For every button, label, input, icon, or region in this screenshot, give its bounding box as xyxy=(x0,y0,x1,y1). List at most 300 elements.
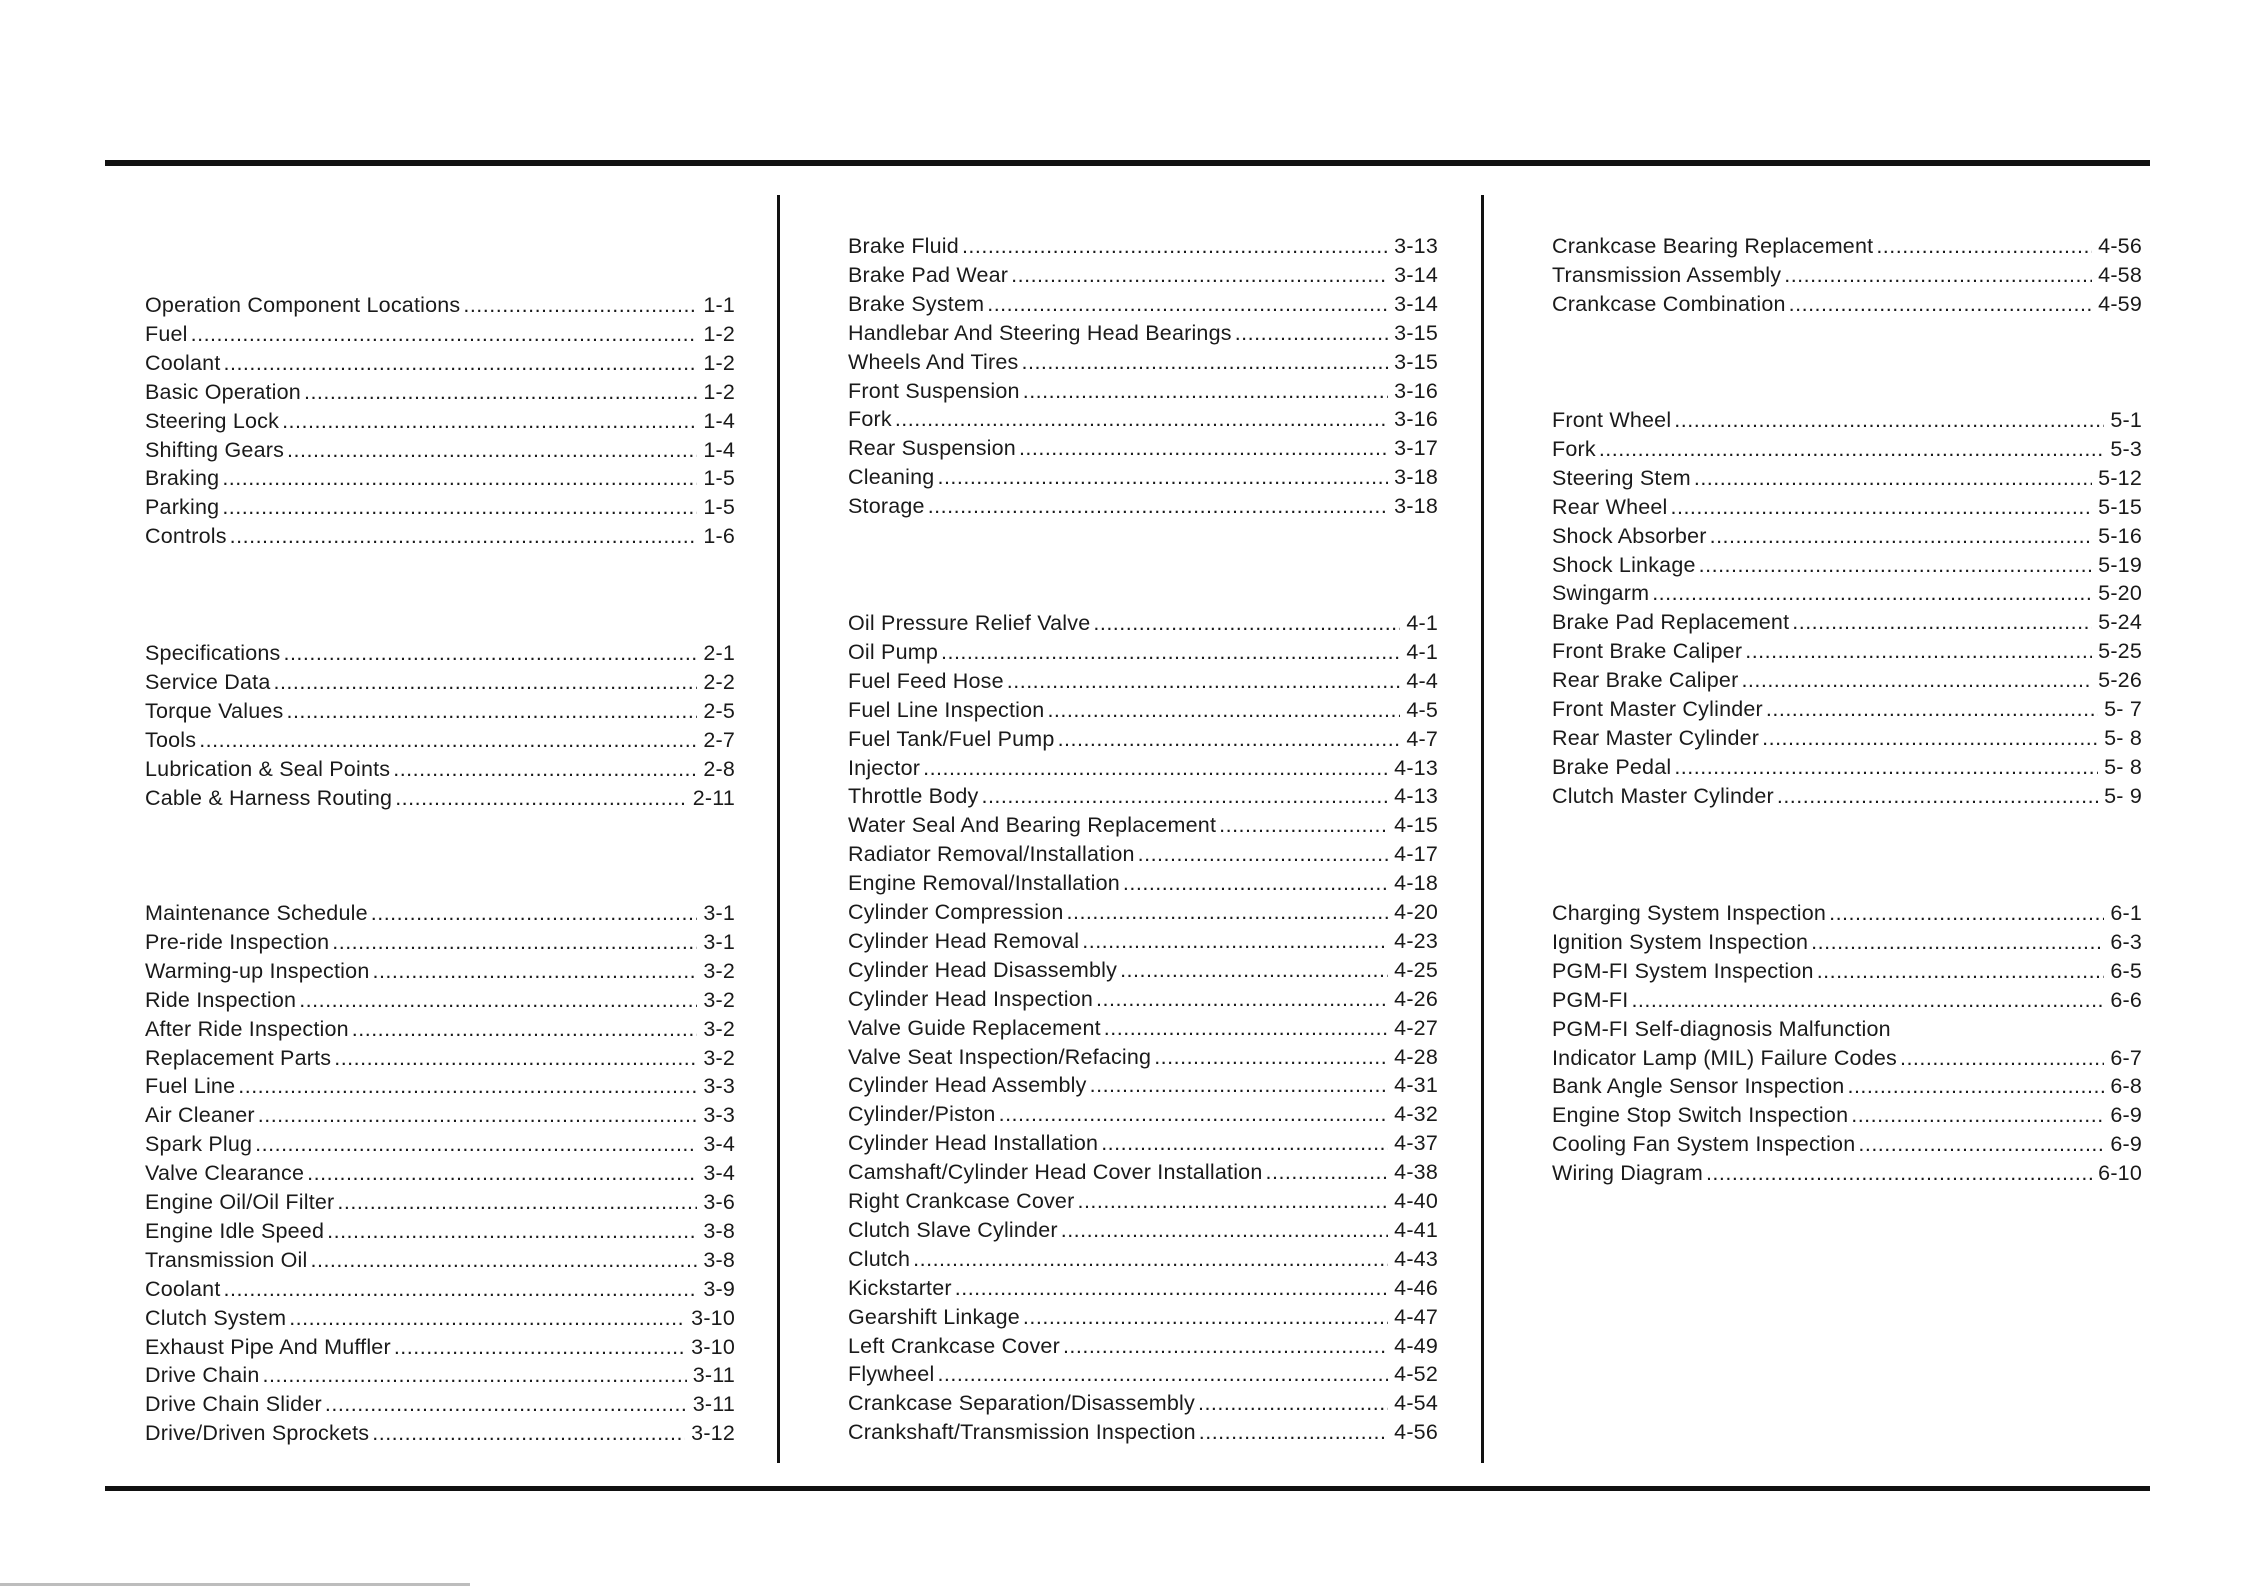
toc-entry-title: Cylinder Head Inspection xyxy=(848,986,1094,1011)
toc-entry[interactable] xyxy=(1552,695,2142,724)
toc-entry[interactable] xyxy=(145,464,735,493)
toc-entry[interactable] xyxy=(145,1390,735,1419)
dot-leader xyxy=(937,463,1388,492)
dot-leader xyxy=(1706,1159,2092,1188)
toc-entry[interactable] xyxy=(145,1188,735,1217)
toc-entry[interactable] xyxy=(145,436,735,465)
toc-entry[interactable] xyxy=(1552,724,2142,753)
toc-entry[interactable] xyxy=(1552,1072,2142,1101)
dot-leader xyxy=(1104,1014,1388,1043)
toc-entry-title: Shock Absorber xyxy=(1552,523,1707,548)
dot-leader xyxy=(332,928,697,957)
dot-leader xyxy=(1858,1130,2104,1159)
dot-leader xyxy=(224,1275,698,1304)
dot-leader xyxy=(1900,1044,2104,1073)
dot-leader xyxy=(1710,522,2093,551)
toc-entry-page: 4-37 xyxy=(1394,1131,1438,1156)
column-divider xyxy=(777,195,780,1463)
toc-entry-title: After Ride Inspection xyxy=(145,1016,349,1041)
toc-entry-page: 6-3 xyxy=(2110,929,2142,954)
toc-entry-title: Ride Inspection xyxy=(145,987,297,1012)
toc-entry-title: Handlebar And Steering Head Bearings xyxy=(848,320,1232,345)
toc-entry-page: 4-31 xyxy=(1394,1073,1438,1098)
dot-leader xyxy=(987,290,1388,319)
toc-entry-title: Wheels And Tires xyxy=(848,349,1019,374)
toc-entry[interactable] xyxy=(848,1187,1438,1216)
toc-entry-page: 3-11 xyxy=(692,1363,735,1388)
toc-entry-page: 4-28 xyxy=(1394,1044,1438,1069)
toc-entry-page: 4-13 xyxy=(1394,784,1438,809)
toc-entry-title: Cylinder/Piston xyxy=(848,1102,996,1127)
dot-leader xyxy=(1789,290,2093,319)
toc-entry[interactable] xyxy=(1552,1044,2142,1073)
toc-entry-page: 3-9 xyxy=(703,1276,735,1301)
toc-entry-title: Transmission Oil xyxy=(145,1247,308,1272)
toc-entry-page: 4-43 xyxy=(1394,1246,1438,1271)
toc-entry-title: Lubrication & Seal Points xyxy=(145,756,391,781)
toc-entry[interactable] xyxy=(848,1014,1438,1043)
toc-entry-page: 3-11 xyxy=(692,1392,735,1417)
toc-entry[interactable] xyxy=(145,726,735,755)
toc-entry[interactable] xyxy=(145,378,735,407)
toc-entry-title: Cylinder Head Removal xyxy=(848,928,1080,953)
toc-entry-title: Service Data xyxy=(145,669,271,694)
dot-leader xyxy=(352,1015,698,1044)
toc-entry[interactable] xyxy=(848,609,1438,638)
toc-entry-title: Bank Angle Sensor Inspection xyxy=(1552,1074,1845,1099)
toc-entry[interactable] xyxy=(848,869,1438,898)
toc-entry[interactable] xyxy=(1552,406,2142,435)
toc-entry-title: Crankcase Separation/Disassembly xyxy=(848,1391,1195,1416)
toc-entry-page: 1-5 xyxy=(703,466,735,491)
dot-leader xyxy=(191,320,698,349)
toc-entry[interactable] xyxy=(848,811,1438,840)
toc-entry[interactable] xyxy=(848,1158,1438,1187)
dot-leader xyxy=(255,1130,697,1159)
toc-entry-page: 5-26 xyxy=(2098,668,2142,693)
toc-entry-page: 3-16 xyxy=(1394,378,1438,403)
toc-entry-page: 3-18 xyxy=(1394,494,1438,519)
toc-entry-title: Kickstarter xyxy=(848,1275,952,1300)
toc-entry-title: Air Cleaner xyxy=(145,1103,255,1128)
toc-entry[interactable] xyxy=(848,290,1438,319)
toc-entry-page: 4-54 xyxy=(1394,1391,1438,1416)
toc-entry-title: Fuel xyxy=(145,321,188,346)
toc-entry[interactable] xyxy=(848,956,1438,985)
dot-leader xyxy=(1063,1332,1388,1361)
dot-leader xyxy=(1090,1071,1389,1100)
toc-entry[interactable] xyxy=(848,1071,1438,1100)
dot-leader xyxy=(928,492,1388,521)
dot-leader xyxy=(1011,261,1388,290)
toc-entry[interactable] xyxy=(848,1332,1438,1361)
dot-leader xyxy=(1123,869,1388,898)
toc-entry[interactable] xyxy=(1552,928,2142,957)
dot-leader xyxy=(334,1044,697,1073)
toc-entry[interactable] xyxy=(145,755,735,784)
toc-entry[interactable] xyxy=(848,754,1438,783)
toc-entry-title: Valve Guide Replacement xyxy=(848,1015,1101,1040)
toc-entry[interactable] xyxy=(1552,261,2142,290)
toc-entry[interactable] xyxy=(1552,782,2142,811)
toc-entry-title: Crankcase Combination xyxy=(1552,291,1786,316)
toc-entry-page: 3-1 xyxy=(703,901,735,925)
dot-leader xyxy=(1067,898,1389,927)
dot-leader xyxy=(1266,1158,1389,1187)
toc-entry-page: 4-13 xyxy=(1394,755,1438,780)
toc-entry-page: 3-10 xyxy=(691,1334,735,1359)
dot-leader xyxy=(1120,956,1388,985)
toc-entry-title: Steering Lock xyxy=(145,408,280,433)
dot-leader xyxy=(1077,1187,1388,1216)
toc-entry-title: Maintenance Schedule xyxy=(145,901,368,925)
dot-leader xyxy=(327,1217,697,1246)
toc-entry-title: Fork xyxy=(1552,436,1596,461)
toc-entry[interactable] xyxy=(848,405,1438,434)
toc-entry-page: 4-38 xyxy=(1394,1160,1438,1185)
toc-entry-page: 4-1 xyxy=(1406,639,1438,664)
toc-entry[interactable] xyxy=(1552,522,2142,551)
toc-entry[interactable] xyxy=(145,320,735,349)
toc-entry-page: 5-15 xyxy=(2098,494,2142,519)
dot-leader xyxy=(258,1101,698,1130)
toc-entry-page: 3-3 xyxy=(703,1074,735,1099)
toc-entry-title: Warming-up Inspection xyxy=(145,958,370,983)
toc-entry[interactable] xyxy=(848,434,1438,463)
dot-leader xyxy=(1876,232,2092,261)
toc-entry-page: 5- 9 xyxy=(2104,783,2142,808)
toc-entry[interactable] xyxy=(848,927,1438,956)
toc-entry-page: 2-11 xyxy=(692,785,735,810)
toc-entry[interactable] xyxy=(848,840,1438,869)
toc-entry-title: Gearshift Linkage xyxy=(848,1304,1020,1329)
toc-entry[interactable] xyxy=(848,725,1438,754)
toc-entry-title: Exhaust Pipe And Muffler xyxy=(145,1334,391,1359)
dot-leader xyxy=(311,1246,698,1275)
toc-entry-page: 4-25 xyxy=(1394,957,1438,982)
toc-entry-page: 3-8 xyxy=(703,1218,735,1243)
toc-entry[interactable] xyxy=(848,985,1438,1014)
toc-entry[interactable] xyxy=(145,697,735,726)
dot-leader xyxy=(1023,1303,1388,1332)
dot-leader xyxy=(981,782,1388,811)
toc-entry-title: Drive Chain Slider xyxy=(145,1392,322,1417)
toc-entry-title: Brake System xyxy=(848,291,985,316)
toc-entry[interactable] xyxy=(145,899,735,928)
toc-entry[interactable] xyxy=(848,463,1438,492)
toc-entry-page: 3-3 xyxy=(703,1103,735,1128)
dot-leader xyxy=(1817,957,2105,986)
toc-entry[interactable] xyxy=(848,1043,1438,1072)
dot-leader xyxy=(263,1361,687,1390)
toc-entry-page: 3-12 xyxy=(691,1421,735,1446)
toc-entry-page: 4-4 xyxy=(1406,668,1438,693)
toc-entry-page: 4-7 xyxy=(1406,726,1438,751)
toc-entry-title: Engine Oil/Oil Filter xyxy=(145,1190,335,1214)
dot-leader xyxy=(941,638,1400,667)
toc-entry[interactable] xyxy=(848,638,1438,667)
toc-entry-page: 5- 7 xyxy=(2104,697,2142,721)
dot-leader xyxy=(337,1188,697,1217)
toc-entry-page: 5-19 xyxy=(2098,552,2142,577)
toc-entry[interactable] xyxy=(1552,1015,2142,1044)
toc-entry[interactable] xyxy=(848,1418,1438,1447)
dot-leader xyxy=(372,957,697,986)
dot-leader xyxy=(1674,753,2098,782)
toc-entry[interactable] xyxy=(848,1245,1438,1274)
dot-leader xyxy=(287,436,697,465)
toc-entry-title: PGM-FI System Inspection xyxy=(1552,958,1814,983)
dot-leader xyxy=(393,755,697,784)
toc-entry[interactable] xyxy=(848,782,1438,811)
toc-entry-title: Fork xyxy=(848,407,892,432)
dot-leader xyxy=(955,1274,1388,1303)
dot-leader xyxy=(1154,1043,1388,1072)
toc-entry-page: 5-3 xyxy=(2110,436,2142,461)
dot-leader xyxy=(222,464,697,493)
toc-entry-page: 3-2 xyxy=(703,1045,735,1070)
toc-entry-page: 1-2 xyxy=(703,350,735,375)
toc-entry[interactable] xyxy=(1552,1101,2142,1130)
toc-entry-title: Engine Stop Switch Inspection xyxy=(1552,1103,1849,1128)
dot-leader xyxy=(1745,637,2092,666)
toc-entry-page: 2-5 xyxy=(703,698,735,723)
toc-entry[interactable] xyxy=(145,784,735,813)
toc-entry-page: 4-18 xyxy=(1394,871,1438,896)
toc-entry-page: 4-59 xyxy=(2098,291,2142,316)
toc-entry[interactable] xyxy=(145,1361,735,1390)
toc-entry[interactable] xyxy=(145,1044,735,1073)
toc-entry[interactable] xyxy=(145,1419,735,1448)
toc-entry-title: Swingarm xyxy=(1552,581,1650,606)
toc-entry-page: 3-2 xyxy=(703,1016,735,1041)
toc-entry[interactable] xyxy=(145,668,735,697)
dot-leader xyxy=(299,986,697,1015)
toc-entry-title: Front Brake Caliper xyxy=(1552,639,1743,664)
toc-entry-title: Flywheel xyxy=(848,1362,935,1387)
toc-entry[interactable] xyxy=(1552,986,2142,1015)
dot-leader xyxy=(283,639,697,668)
toc-entry[interactable] xyxy=(1552,290,2142,319)
toc-entry-page: 1-1 xyxy=(703,293,735,317)
toc-entry[interactable] xyxy=(848,261,1438,290)
toc-entry[interactable] xyxy=(1552,899,2142,928)
toc-entry[interactable] xyxy=(1552,1130,2142,1159)
toc-entry-title: Water Seal And Bearing Replacement xyxy=(848,813,1217,838)
toc-entry-title: Clutch System xyxy=(145,1305,287,1330)
toc-entry-title: Cooling Fan System Inspection xyxy=(1552,1132,1856,1157)
toc-entry-page: 4-20 xyxy=(1394,900,1438,924)
toc-entry-title: Torque Values xyxy=(145,698,284,723)
toc-entry[interactable] xyxy=(848,1274,1438,1303)
toc-entry[interactable] xyxy=(145,1130,735,1159)
dot-leader xyxy=(923,754,1388,783)
toc-entry[interactable] xyxy=(1552,435,2142,464)
toc-entry[interactable] xyxy=(848,696,1438,725)
dot-leader xyxy=(286,697,697,726)
dot-leader xyxy=(1847,1072,2104,1101)
toc-entry-title: Injector xyxy=(848,755,921,780)
toc-entry-page: 4-23 xyxy=(1394,928,1438,953)
toc-entry-title: Cylinder Compression xyxy=(848,900,1064,924)
toc-entry-title: Brake Fluid xyxy=(848,234,959,258)
toc-entry-title: Front Suspension xyxy=(848,378,1020,403)
toc-entry-page: 1-5 xyxy=(703,495,735,520)
toc-entry[interactable] xyxy=(145,957,735,986)
toc-entry[interactable] xyxy=(848,377,1438,406)
toc-entry-title: Oil Pump xyxy=(848,639,939,664)
toc-entry[interactable] xyxy=(1552,666,2142,695)
toc-entry[interactable] xyxy=(145,1246,735,1275)
dot-leader xyxy=(1741,666,2092,695)
dot-leader xyxy=(394,1333,685,1362)
toc-entry-title: Right Crankcase Cover xyxy=(848,1189,1075,1213)
dot-leader xyxy=(1631,986,2104,1015)
toc-entry[interactable] xyxy=(848,232,1438,261)
toc-entry-title: Fuel Feed Hose xyxy=(848,668,1004,693)
dot-leader xyxy=(289,1304,685,1333)
toc-entry[interactable] xyxy=(848,348,1438,377)
dot-leader xyxy=(1829,899,2104,928)
toc-entry[interactable] xyxy=(145,1333,735,1362)
toc-entry-title: Spark Plug xyxy=(145,1132,253,1157)
toc-entry-page: 3-2 xyxy=(703,987,735,1012)
dot-leader xyxy=(230,522,698,551)
dot-leader xyxy=(1019,434,1388,463)
toc-entry-title: PGM-FI xyxy=(1552,987,1629,1012)
dot-leader xyxy=(1198,1389,1388,1418)
toc-entry-title: Rear Wheel xyxy=(1552,494,1668,519)
toc-entry-page: 2-1 xyxy=(703,641,735,665)
toc-entry[interactable] xyxy=(145,1159,735,1188)
toc-entry-page: 3-18 xyxy=(1394,465,1438,490)
toc-entry-title: Brake Pad Replacement xyxy=(1552,610,1790,635)
dot-leader xyxy=(304,378,697,407)
toc-entry-title: PGM-FI Self-diagnosis Malfunction xyxy=(1552,1016,1891,1041)
toc-entry[interactable] xyxy=(145,1072,735,1101)
toc-entry[interactable] xyxy=(145,522,735,551)
toc-entry-page: 4-58 xyxy=(2098,262,2142,287)
toc-entry[interactable] xyxy=(848,667,1438,696)
toc-entry-title: Cable & Harness Routing xyxy=(145,785,393,810)
toc-entry[interactable] xyxy=(848,319,1438,348)
dot-leader xyxy=(1851,1101,2104,1130)
toc-entry-title: Parking xyxy=(145,495,220,520)
toc-entry-page: 3-14 xyxy=(1394,262,1438,287)
toc-entry-page: 1-4 xyxy=(703,437,735,462)
dot-leader xyxy=(1219,811,1388,840)
toc-entry[interactable] xyxy=(848,492,1438,521)
toc-entry-title: Operation Component Locations xyxy=(145,293,461,317)
toc-entry-page: 4-46 xyxy=(1394,1275,1438,1300)
toc-entry[interactable] xyxy=(145,928,735,957)
dot-leader xyxy=(1047,696,1400,725)
toc-entry[interactable] xyxy=(1552,232,2142,261)
toc-entry-title: Tools xyxy=(145,727,197,752)
toc-entry[interactable] xyxy=(145,639,735,668)
dot-leader xyxy=(1007,667,1401,696)
toc-entry-page: 5-1 xyxy=(2110,408,2142,432)
toc-entry[interactable] xyxy=(848,1360,1438,1389)
toc-entry-title: Braking xyxy=(145,466,220,491)
toc-entry[interactable] xyxy=(848,1100,1438,1129)
toc-entry[interactable] xyxy=(145,291,735,320)
toc-entry-page: 5-20 xyxy=(2098,581,2142,606)
toc-entry[interactable] xyxy=(1552,753,2142,782)
toc-entry-title: Specifications xyxy=(145,641,281,665)
toc-entry-page: 2-2 xyxy=(703,669,735,694)
dot-leader xyxy=(1199,1418,1388,1447)
toc-entry[interactable] xyxy=(1552,551,2142,580)
toc-entry-page: 3-14 xyxy=(1394,291,1438,316)
toc-entry[interactable] xyxy=(145,493,735,522)
toc-entry-page: 3-13 xyxy=(1394,234,1438,258)
toc-entry-title: Rear Brake Caliper xyxy=(1552,668,1739,693)
toc-entry[interactable] xyxy=(1552,1159,2142,1188)
toc-entry-page: 4-17 xyxy=(1394,842,1438,867)
toc-entry-page: 3-4 xyxy=(703,1132,735,1157)
toc-entry[interactable] xyxy=(1552,957,2142,986)
toc-entry[interactable] xyxy=(1552,493,2142,522)
toc-entry[interactable] xyxy=(1552,579,2142,608)
toc-entry-page: 3-17 xyxy=(1394,436,1438,461)
toc-entry-page: 5-12 xyxy=(2098,465,2142,490)
toc-entry[interactable] xyxy=(145,1101,735,1130)
toc-entry-title: Rear Suspension xyxy=(848,436,1016,461)
toc-entry[interactable] xyxy=(848,1129,1438,1158)
dot-leader xyxy=(913,1245,1388,1274)
toc-entry[interactable] xyxy=(848,1303,1438,1332)
toc-entry[interactable] xyxy=(145,1304,735,1333)
toc-entry-page: 1-4 xyxy=(703,408,735,433)
toc-entry-title: Basic Operation xyxy=(145,379,301,404)
dot-leader xyxy=(395,784,687,813)
toc-entry[interactable] xyxy=(1552,637,2142,666)
dot-leader xyxy=(282,407,697,436)
dot-leader xyxy=(1138,840,1389,869)
toc-entry-title: Ignition System Inspection xyxy=(1552,929,1809,954)
toc-entry[interactable] xyxy=(145,986,735,1015)
toc-entry[interactable] xyxy=(145,1275,735,1304)
dot-leader xyxy=(1652,579,2092,608)
toc-entry[interactable] xyxy=(145,349,735,378)
toc-entry-page: 5- 8 xyxy=(2104,725,2142,750)
dot-leader xyxy=(224,349,698,378)
toc-entry-title: Fuel Line xyxy=(145,1074,236,1099)
toc-entry-title: Cylinder Head Disassembly xyxy=(848,957,1118,982)
toc-entry-title: Clutch xyxy=(848,1246,911,1271)
toc-entry-page: 3-4 xyxy=(703,1161,735,1186)
toc-entry-page: 1-6 xyxy=(703,524,735,549)
dot-leader xyxy=(1811,928,2104,957)
toc-entry[interactable] xyxy=(1552,608,2142,637)
toc-entry-page: 4-26 xyxy=(1394,986,1438,1011)
toc-entry[interactable] xyxy=(145,407,735,436)
toc-entry-title: Engine Removal/Installation xyxy=(848,871,1120,896)
dot-leader xyxy=(1058,725,1401,754)
toc-entry[interactable] xyxy=(848,1389,1438,1418)
toc-entry[interactable] xyxy=(848,1216,1438,1245)
toc-entry[interactable] xyxy=(145,1015,735,1044)
dot-leader xyxy=(937,1360,1388,1389)
toc-entry-title: Crankcase Bearing Replacement xyxy=(1552,234,1874,258)
toc-entry[interactable] xyxy=(145,1217,735,1246)
toc-entry[interactable] xyxy=(1552,464,2142,493)
toc-entry[interactable] xyxy=(848,898,1438,927)
dot-leader xyxy=(962,232,1388,261)
toc-entry-page: 6-1 xyxy=(2110,901,2142,925)
toc-entry-page: 4-15 xyxy=(1394,813,1438,838)
